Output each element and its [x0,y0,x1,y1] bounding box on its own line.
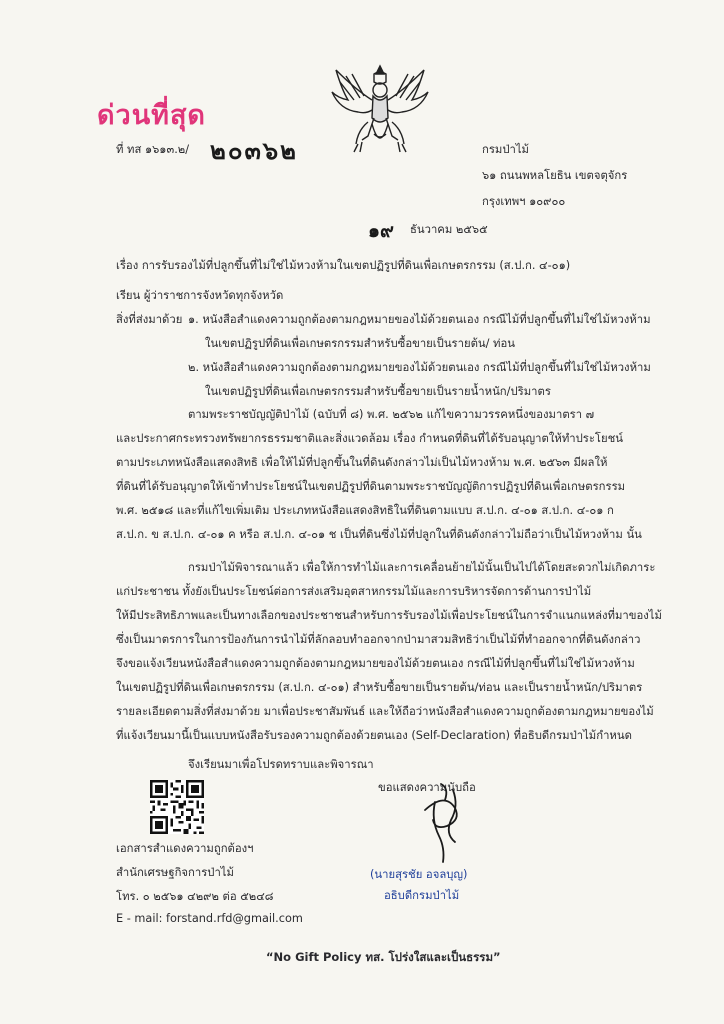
enclosure-item: ๑. หนังสือสำแดงความถูกต้องตามกฎหมายของไม้ด้วยตนเอง กรณีไม้ที่ปลูกขึ้นที่ไม่ใช่ไม้หวงห้าม [188,313,651,326]
body-paragraph-2-line: ที่แจ้งเวียนมานี้เป็นแบบหนังสือรับรองความถูกต้องด้วยตนเอง (Self-Declaration) ที่อธิบดีกรมป่าไม้กำหนด [116,729,632,742]
body-paragraph-1-line: ส.ป.ก. ข ส.ป.ก. ๔-๐๑ ค หรือ ส.ป.ก. ๔-๐๑ ช เป็นที่ดินซึ่งไม้ที่ปลูกในที่ดินดังกล่าวไม่ถือว่าเป็นไม้หวงห้าม นั้น [116,528,642,541]
qr-code-icon [150,780,204,834]
body-paragraph-1-line: ตามประเภทหนังสือแสดงสิทธิ เพื่อให้ไม้ที่ปลูกขึ้นในที่ดินดังกล่าวไม่เป็นไม้หวงห้าม พ.ศ. ๒๕๖๓ มีผลให้ [116,456,608,469]
date-month-year: ธันวาคม ๒๕๖๕ [410,223,488,236]
office-street: ๖๑ ถนนพหลโยธิน เขตจตุจักร [482,169,628,182]
body-paragraph-1-line: ตามพระราชบัญญัติป่าไม้ (ฉบับที่ ๘) พ.ศ. ๒๕๖๒ แก้ไขความวรรคหนึ่งของมาตรา ๗ [188,408,595,421]
body-paragraph-2-line: จึงขอแจ้งเวียนหนังสือสำแดงความถูกต้องตามกฎหมายของไม้ด้วยตนเอง กรณีไม้ที่ปลูกขึ้นที่ไม่ใช่ไม้หวงห้าม [116,657,635,670]
document-number-label: ที่ ทส ๑๖๑๓.๒/ [116,143,190,156]
enclosure-item-continued: ในเขตปฏิรูปที่ดินเพื่อเกษตรกรรมสำหรับซื้อขายเป็นรายน้ำหนัก/ปริมาตร [205,385,551,398]
body-paragraph-2-line: แก่ประชาชน ทั้งยังเป็นประโยชน์ต่อการส่งเสริมอุตสาหกรรมไม้และการบริหารจัดการด้านการป่าไม้ [116,585,592,598]
salutation: ขอแสดงความนับถือ [378,781,476,794]
date-day-handwritten: ๑๙ [368,220,394,242]
signatory-position: อธิบดีกรมป่าไม้ [384,889,460,902]
closing-request: จึงเรียนมาเพื่อโปรดทราบและพิจารณา [188,758,374,771]
signature-icon [405,780,485,866]
contact-phone: โทร. ๐ ๒๕๖๑ ๔๒๙๒ ต่อ ๕๒๔๘ [116,890,274,903]
signatory-name: (นายสุรชัย อจลบุญ) [370,868,468,881]
body-paragraph-2-line: รายละเอียดตามสิ่งที่ส่งมาด้วย มาเพื่อประชาสัมพันธ์ และให้ถือว่าหนังสือสำแดงความถูกต้องตามกฎหมายของไม้ [116,705,654,718]
garuda-emblem-icon [328,60,432,158]
body-paragraph-1-line: ที่ดินที่ได้รับอนุญาตให้เข้าทำประโยชน์ในเขตปฏิรูปที่ดินตามพระราชบัญญัติการปฏิรูปที่ดินเพื่อเกษตรกรรม [116,480,626,493]
body-paragraph-2-line: กรมป่าไม้พิจารณาแล้ว เพื่อให้การทำไม้และการเคลื่อนย้ายไม้นั้นเป็นไปได้โดยสะดวกไม่เกิดภาระ [188,561,656,574]
office-city: กรุงเทพฯ ๑๐๙๐๐ [482,195,566,208]
contact-note: เอกสารสำแดงความถูกต้องฯ [116,842,254,855]
body-paragraph-1-line: และประกาศกระทรวงทรัพยากรธรรมชาติและสิ่งแวดล้อม เรื่อง กำหนดที่ดินที่ได้รับอนุญาตให้ทำประโยชน์ [116,432,623,445]
body-paragraph-2-line: ในเขตปฏิรูปที่ดินเพื่อเกษตรกรรม (ส.ป.ก. ๔-๐๑) สำหรับซื้อขายเป็นรายต้น/ท่อน และเป็นรายน้ำหนัก/ปริมาตร [116,681,643,694]
enclosure-item-continued: ในเขตปฏิรูปที่ดินเพื่อเกษตรกรรมสำหรับซื้อขายเป็นรายต้น/ ท่อน [205,337,515,350]
document-number-handwritten: ๒๐๓๖๒ [210,136,298,165]
urgency-stamp: ด่วนที่สุด [97,100,206,131]
footer-policy: “No Gift Policy ทส. โปร่งใสและเป็นธรรม” [266,950,501,964]
body-paragraph-2-line: ให้มีประสิทธิภาพและเป็นทางเลือกของประชาชนสำหรับการรับรองไม้เพื่อประโยชน์ในการจำแนกแหล่งที่มาของไม้ [116,609,662,622]
enclosure-item: ๒. หนังสือสำแดงความถูกต้องตามกฎหมายของไม้ด้วยตนเอง กรณีไม้ที่ปลูกขึ้นที่ไม่ใช่ไม้หวงห้าม [188,361,651,374]
body-paragraph-2-line: ซึ่งเป็นมาตรการในการป้องกันการนำไม้ที่ลักลอบทำออกจากป่ามาสวมสิทธิว่าเป็นไม้ที่ทำออกจากที่ดินดังกล่าว [116,633,641,646]
office-name: กรมป่าไม้ [482,143,529,156]
contact-email: E - mail: forstand.rfd@gmail.com [116,912,303,925]
enclosures-label: สิ่งที่ส่งมาด้วย [116,313,183,326]
body-paragraph-1-line: พ.ศ. ๒๕๑๘ และที่แก้ไขเพิ่มเติม ประเภทหนังสือแสดงสิทธิในที่ดินตามแบบ ส.ป.ก. ๔-๐๑ ส.ป.ก. ๔-๐๑ ก [116,504,614,517]
subject-line: เรื่อง การรับรองไม้ที่ปลูกขึ้นที่ไม่ใช่ไม้หวงห้ามในเขตปฏิรูปที่ดินเพื่อเกษตรกรรม (ส.ป.ก. ๔-๐๑) [116,259,571,272]
recipient-line: เรียน ผู้ว่าราชการจังหวัดทุกจังหวัด [116,289,284,302]
contact-office: สำนักเศรษฐกิจการป่าไม้ [116,866,234,879]
